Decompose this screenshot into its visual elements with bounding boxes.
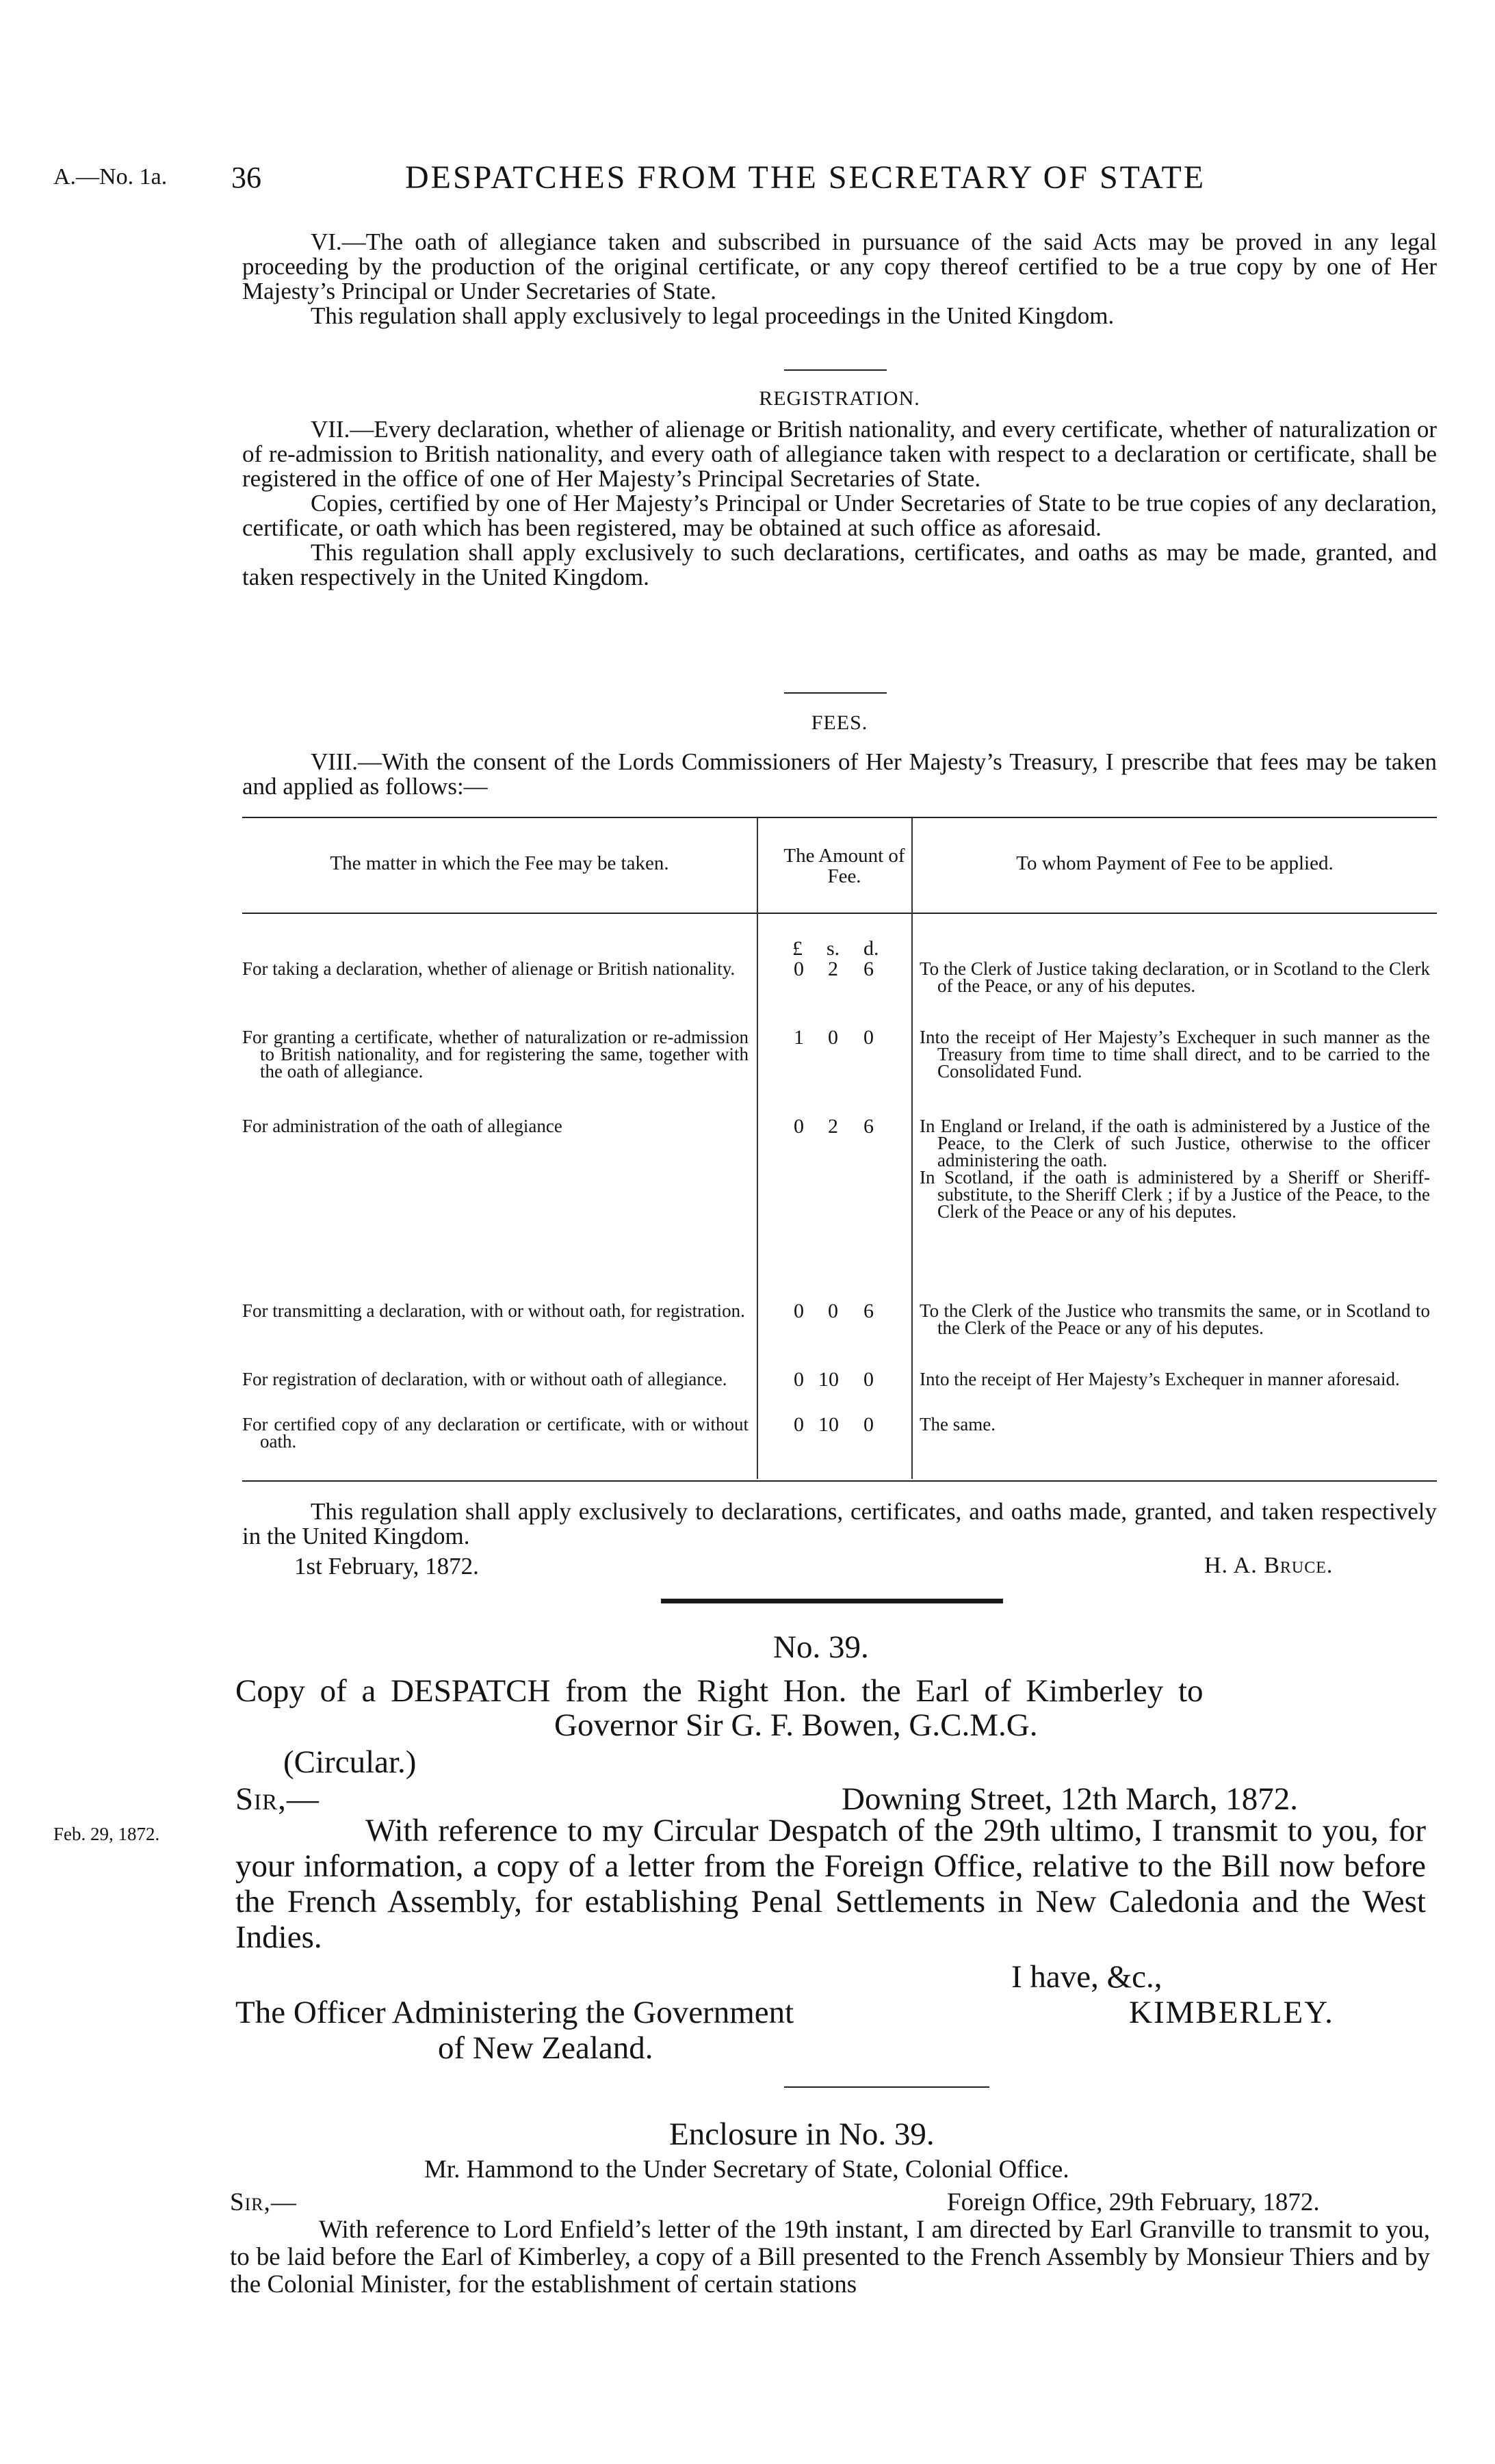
amount-shillings: 2 (828, 958, 838, 980)
addressee-line2: of New Zealand. (438, 2030, 653, 2066)
despatch-title-line1: Copy of a DESPATCH from the Right Hon. the Earl of Kimberley to (235, 1673, 1204, 1709)
amount-pounds: 0 (794, 1413, 804, 1436)
table-header-rule (242, 913, 1437, 914)
table-row: For registration of declaration, with or without oath of allegiance. (242, 1369, 727, 1389)
amount-pence: 6 (863, 958, 874, 980)
despatch-salutation: Sir,— (235, 1781, 320, 1817)
table-header-matter: The matter in which the Fee may be taken. (330, 852, 669, 874)
fees-heading: FEES. (811, 711, 868, 734)
despatch-closing: I have, &c., (1011, 1959, 1162, 1995)
currency-pounds: £ (792, 937, 803, 960)
enclosure-salutation: Sir,— (230, 2188, 297, 2216)
section-vi-scope: This regulation shall apply exclusively to legal proceedings in the United Kingdom. (311, 302, 1115, 329)
table-header-amount: The Amount of Fee. (783, 845, 905, 887)
amount-pence: 6 (863, 1300, 874, 1322)
divider (784, 692, 887, 694)
registration-paragraph-2: Copies, certified by one of Her Majesty’s Principal or Under Secretaries of State to be true copies of any declaration, certificate, or oath which has been registered, may be obtained at such office as aforesaid. (242, 490, 1437, 541)
section-divider (661, 1599, 1003, 1603)
payee-cell: Into the receipt of Her Majesty’s Exchequer in such manner as the Treasury from time to time shall direct, and to be carried to the Consolidated Fund. (920, 1027, 1430, 1082)
despatch-place-date: Downing Street, 12th March, 1872. (842, 1781, 1299, 1817)
payee-cell: To the Clerk of the Justice who transmits the same, or in Scotland to the Clerk of the Peace or any of his deputes. (920, 1300, 1430, 1338)
table-row: For taking a declaration, whether of alienage or British nationality. (242, 958, 736, 979)
table-row: For granting a certificate, whether of naturalization or re-admission to British nationality, and for registering the same, together with the oath of allegiance. (242, 1027, 749, 1082)
despatch-signature: KIMBERLEY. (1129, 1995, 1334, 2030)
addressee-line1: The Officer Administering the Government (235, 1995, 794, 2030)
fees-closing: This regulation shall apply exclusively to declarations, certificates, and oaths made, granted, and taken respectively in the United Kingdom. (242, 1498, 1437, 1549)
amount-pence: 0 (863, 1026, 874, 1049)
divider (784, 369, 887, 371)
amount-pence: 6 (863, 1115, 874, 1138)
table-bottom-rule (242, 1480, 1437, 1482)
table-column-line (911, 818, 913, 1479)
despatch-body: With reference to my Circular Despatch of the 29th ultimo, I transmit to you, for your information, a copy of a letter from the Foreign Office, relative to the Bill now before the French Assembly, for establishing Penal Settlements in New Caledonia and the West Indies. (235, 1813, 1426, 1955)
enclosure-subheading: Mr. Hammond to the Under Secretary of State, Colonial Office. (424, 2155, 1069, 2184)
table-column-line (757, 818, 758, 1479)
enclosure-place-date: Foreign Office, 29th February, 1872. (947, 2188, 1320, 2216)
amount-pounds: 0 (794, 958, 804, 980)
payee-cell: In England or Ireland, if the oath is administered by a Justice of the Peace, to the Clerk of such Justice, otherwise to the officer administering the oath. In Scotland, if the oath is administered by a Sheriff or Sheriff-substitute, to the Sheriff Clerk ; if by a Justice of the Peace, to the Clerk of the Peace or any of his deputes. (920, 1116, 1430, 1222)
table-header-payee: To whom Payment of Fee to be applied. (1016, 852, 1334, 874)
registration-section (242, 417, 1437, 590)
table-row: For transmitting a declaration, with or without oath, for registration. (242, 1300, 745, 1321)
enclosure-body: With reference to Lord Enfield’s letter of the 19th instant, I am directed by Earl Granville to transmit to you, to be laid before the Earl of Kimberley, a copy of a Bill presented to the French Assembly by Monsieur Thiers and by the Colonial Minister, for the establishment of certain stations (230, 2216, 1430, 2298)
amount-shillings: 0 (828, 1300, 838, 1322)
fees-date: 1st February, 1872. (294, 1553, 479, 1580)
amount-shillings: 10 (818, 1413, 839, 1436)
section-vi-paragraph: VI.—The oath of allegiance taken and subscribed in pursuance of the said Acts may be proved in any legal proceeding by the production of the original certificate, or any copy thereof certified to be a true copy by one of Her Majesty’s Principal or Under Secretaries of State. (242, 228, 1437, 304)
amount-pence: 0 (863, 1368, 874, 1391)
page-title: DESPATCHES FROM THE SECRETARY OF STATE (405, 159, 1206, 196)
amount-pounds: 1 (794, 1026, 804, 1049)
payee-cell: To the Clerk of Justice taking declaration, or in Scotland to the Clerk of the Peace, or any of his deputes. (920, 958, 1430, 996)
registration-paragraph-1: VII.—Every declaration, whether of alienage or British nationality, and every certificate, whether of naturalization or of re-admission to British nationality, and every oath of allegiance taken with respect to a declaration or certificate, shall be registered in the office of one of Her Majesty’s Principal Secretaries of State. (242, 416, 1437, 492)
registration-heading: REGISTRATION. (759, 387, 920, 410)
section-vi (242, 230, 1437, 328)
currency-pence: d. (863, 937, 879, 960)
enclosure-heading: Enclosure in No. 39. (669, 2116, 935, 2152)
amount-pounds: 0 (794, 1115, 804, 1138)
amount-pounds: 0 (794, 1368, 804, 1391)
fees-signature: H. A. Bruce. (1204, 1553, 1334, 1578)
fees-intro: VIII.—With the consent of the Lords Commissioners of Her Majesty’s Treasury, I prescribe that fees may be taken and applied as follows:— (242, 748, 1437, 800)
page-number: 36 (231, 161, 261, 194)
registration-paragraph-3: This regulation shall apply exclusively to such declarations, certificates, and oaths as may be made, granted, and taken respectively in the United Kingdom. (242, 539, 1437, 590)
margin-note: Feb. 29, 1872. (53, 1824, 160, 1844)
amount-pounds: 0 (794, 1300, 804, 1322)
amount-pence: 0 (863, 1413, 874, 1436)
payee-cell: The same. (920, 1414, 996, 1434)
despatch-title-line2: Governor Sir G. F. Bowen, G.C.M.G. (554, 1707, 1038, 1743)
amount-shillings: 2 (828, 1115, 838, 1138)
table-row: For certified copy of any declaration or certificate, with or without oath. (242, 1414, 749, 1452)
despatch-circular: (Circular.) (283, 1744, 417, 1780)
despatch-number: No. 39. (773, 1629, 869, 1665)
amount-shillings: 0 (828, 1026, 838, 1049)
divider (784, 2086, 989, 2088)
currency-shillings: s. (827, 937, 840, 960)
header-ref: A.—No. 1a. (53, 164, 168, 189)
table-row: For administration of the oath of allegiance (242, 1116, 562, 1136)
amount-shillings: 10 (818, 1368, 839, 1391)
table-top-rule (242, 817, 1437, 818)
payee-cell: Into the receipt of Her Majesty’s Exchequer in manner aforesaid. (920, 1369, 1400, 1389)
